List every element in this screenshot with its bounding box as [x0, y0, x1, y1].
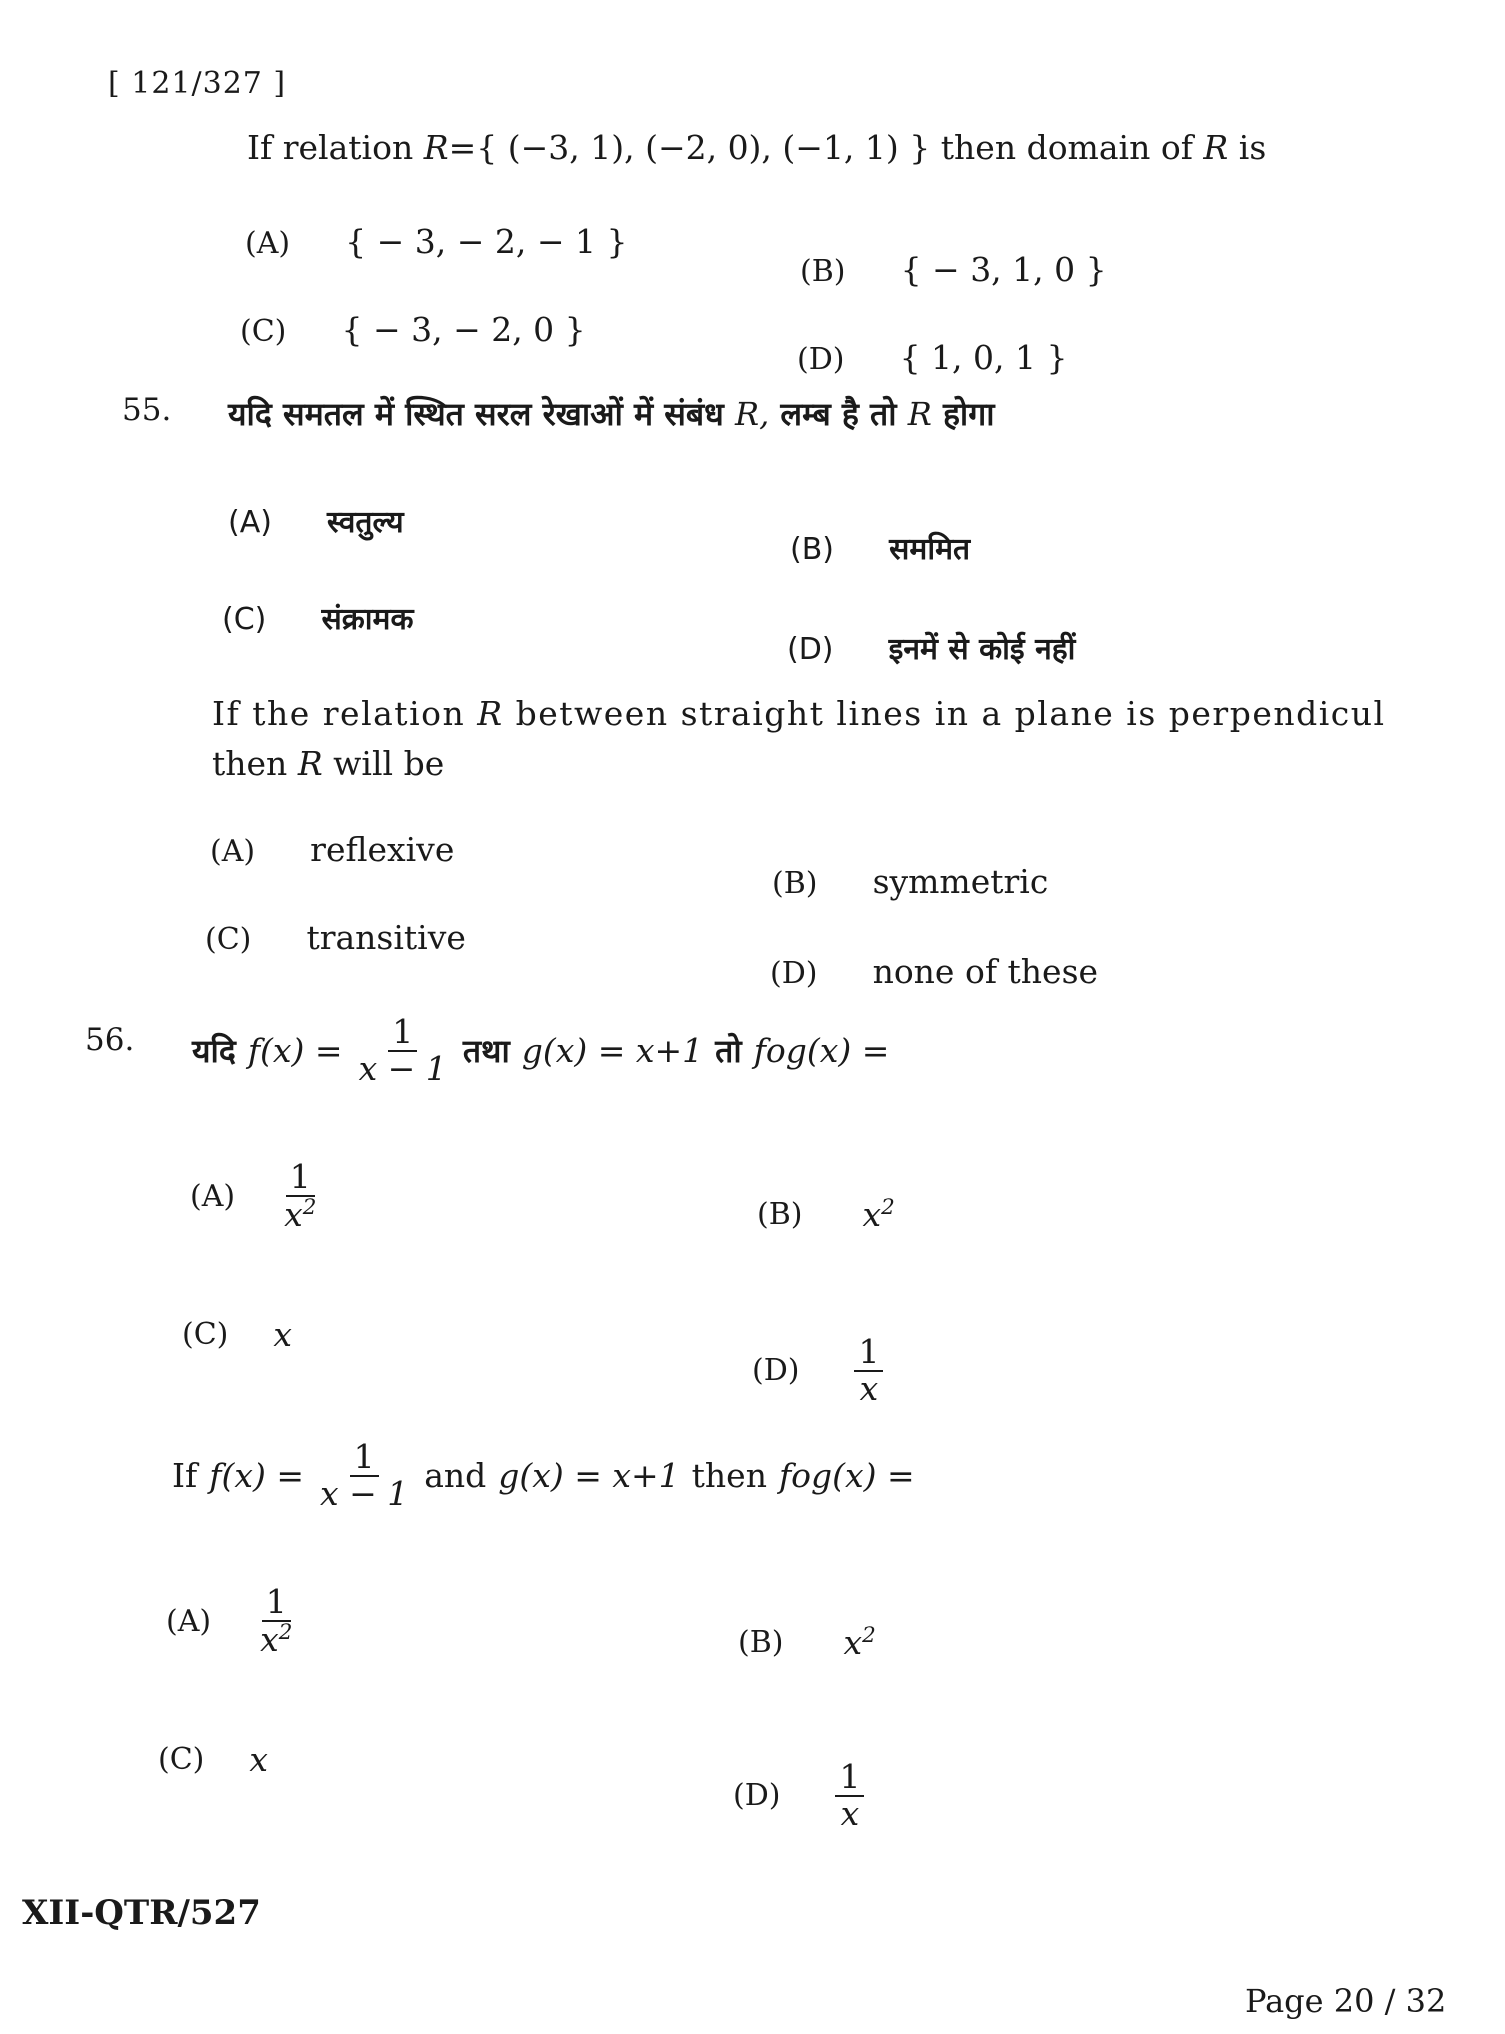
q54-option-a[interactable]: (A) { − 3, − 2, − 1 }	[245, 222, 628, 261]
q56-hindi-question: यदि f(x) = $\frac{1}{x - 1}$ तथा g(x) = x+1 तो fog(x) =	[192, 1012, 890, 1088]
fraction: $\frac{1}{x - 1}$	[358, 1012, 447, 1088]
q54-english-question: If relation R={ (−3, 1), (−2, 0), (−1, 1) } then domain of R is	[247, 128, 1267, 167]
q55-english-option-c[interactable]: (C) transitive	[205, 918, 466, 957]
q56-english-option-b[interactable]: (B) $x^2$	[738, 1623, 876, 1662]
q55-hindi-question: यदि समतल में स्थित सरल रेखाओं में संबंध R, लम्ब है तो R होगा	[228, 395, 995, 433]
question-reference: [ 121/327 ]	[108, 66, 287, 101]
q56-english-option-d[interactable]: (D) $\frac{1}{x}$	[733, 1760, 864, 1831]
q55-english-option-a[interactable]: (A) reflexive	[210, 830, 455, 869]
q56-hindi-option-b[interactable]: (B) $x^2$	[757, 1195, 895, 1234]
q54-option-c[interactable]: (C) { − 3, − 2, 0 }	[240, 310, 586, 349]
q56-number: 56.	[85, 1022, 135, 1058]
q55-hindi-option-b[interactable]: (B) सममित	[790, 532, 971, 567]
fraction: $\frac{1}{x - 1}$	[319, 1437, 409, 1513]
q55-hindi-option-d[interactable]: (D) इनमें से कोई नहीं	[787, 632, 1076, 667]
q55-english-question-line2: then R will be	[212, 744, 445, 783]
q55-english-option-d[interactable]: (D) none of these	[770, 952, 1099, 991]
q55-number: 55.	[122, 392, 172, 428]
q55-hindi-option-a[interactable]: (A) स्वतुल्य	[228, 505, 404, 540]
q56-english-option-c[interactable]: (C) x	[158, 1740, 268, 1779]
q55-english-option-b[interactable]: (B) symmetric	[772, 862, 1049, 901]
q56-hindi-option-d[interactable]: (D) $\frac{1}{x}$	[752, 1335, 883, 1406]
q56-hindi-option-a[interactable]: (A) $\frac{1}{x^2}$	[190, 1157, 317, 1234]
q56-hindi-option-c[interactable]: (C) x	[182, 1315, 292, 1354]
paper-code: XII-QTR/527	[22, 1893, 261, 1933]
q55-english-question-line1: If the relation R between straight lines in a plane is perpendicul	[212, 694, 1386, 733]
q55-hindi-option-c[interactable]: (C) संक्रामक	[222, 602, 414, 637]
q54-option-b[interactable]: (B) { − 3, 1, 0 }	[800, 250, 1107, 289]
q56-english-question: If f(x) = $\frac{1}{x - 1}$ and g(x) = x+1 then fog(x) =	[172, 1437, 915, 1513]
page-number: Page 20 / 32	[1245, 1982, 1447, 2020]
q56-english-option-a[interactable]: (A) $\frac{1}{x^2}$	[166, 1582, 293, 1659]
q54-option-d[interactable]: (D) { 1, 0, 1 }	[797, 338, 1068, 377]
